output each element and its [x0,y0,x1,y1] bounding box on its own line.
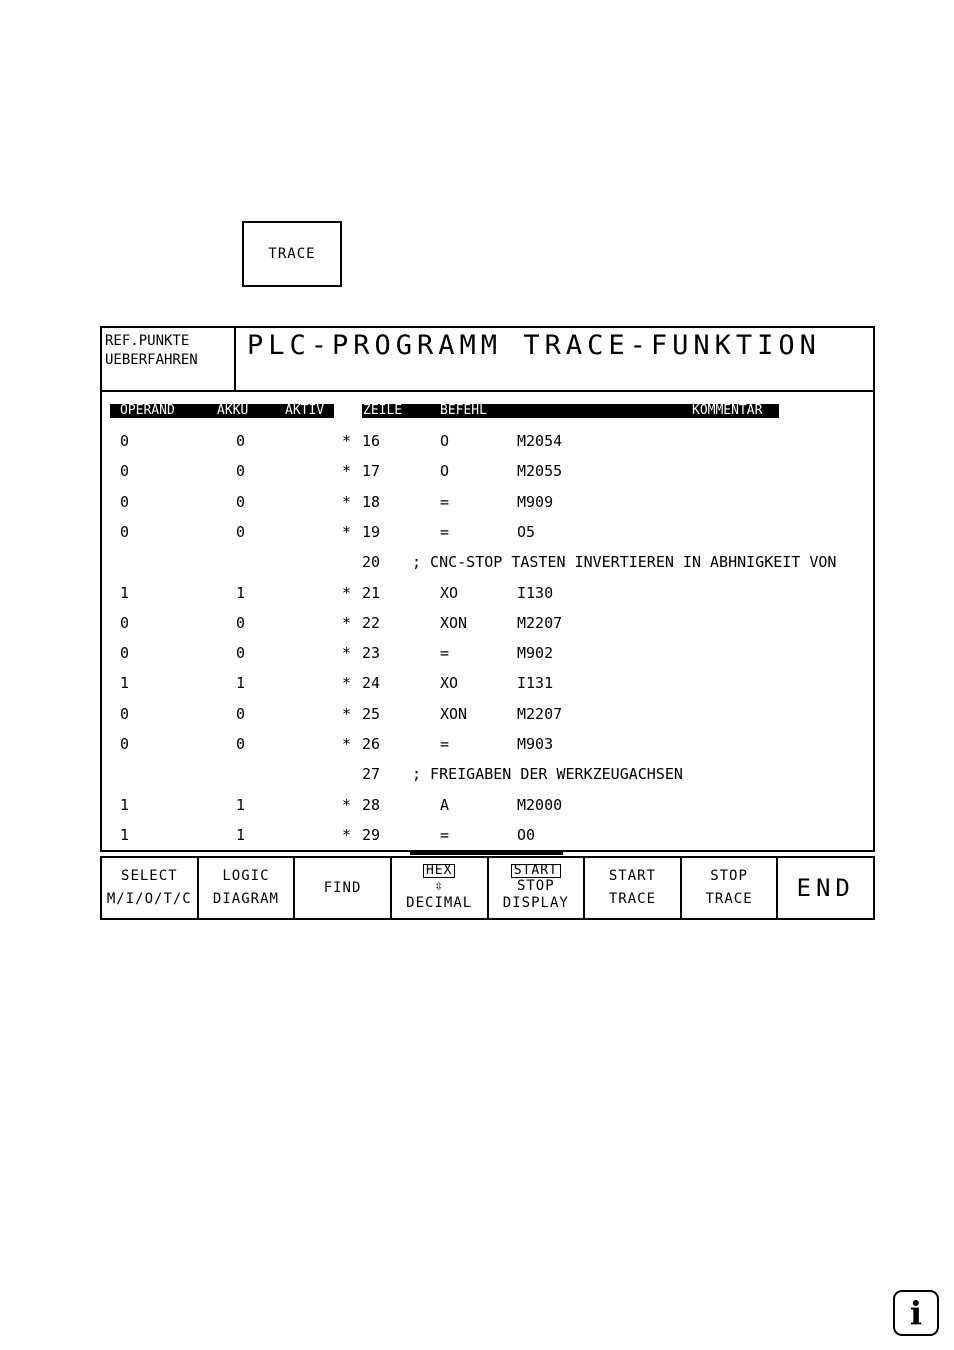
cell-zeile: 21 [362,583,381,602]
info-icon: i [893,1290,939,1336]
cell-operand-address: M2000 [517,795,563,814]
cell-zeile: 17 [362,462,381,481]
cell-befehl: = [440,735,450,753]
cell-akku: 1 [236,674,246,693]
cell-operand-address: M903 [517,735,554,753]
cell-aktiv: * [342,674,352,693]
cell-aktiv: * [342,432,352,450]
cell-zeile: 19 [362,522,381,541]
col-befehl: BEFEHL [440,403,487,418]
stop-trace-softkey[interactable]: STOP TRACE [682,858,779,918]
cell-akku: 0 [236,522,246,541]
cell-operand-address: I131 [517,674,554,693]
softkey-bar [100,856,875,920]
cell-akku: 0 [236,613,246,632]
cell-befehl: A [440,795,450,814]
cell-befehl: XON [440,613,468,632]
cell-operand-address: I130 [517,583,554,602]
cell-befehl: XO [440,583,459,602]
cell-zeile: 20 [362,553,381,572]
start-stop-display-softkey[interactable]: START STOP DISPLAY [489,858,586,918]
cell-operand: 0 [120,704,130,723]
cell-befehl: O [440,462,450,481]
cell-operand: 0 [120,462,130,481]
cell-akku: 1 [236,583,246,602]
cell-akku: 0 [236,644,246,663]
cell-operand: 1 [120,795,130,814]
cell-zeile: 18 [362,492,381,511]
cell-zeile: 27 [362,765,381,784]
cell-operand: 1 [120,674,130,693]
select-softkey[interactable]: SELECT M/I/O/T/C [102,858,199,918]
cell-operand: 0 [120,644,130,663]
col-zeile: ZEILE [363,403,403,418]
find-softkey[interactable]: FIND [295,858,392,918]
cell-operand-address: M2055 [517,462,563,481]
cell-aktiv: * [342,825,352,844]
cell-operand: 1 [120,583,130,602]
cell-zeile: 16 [362,432,381,450]
trace-key[interactable]: TRACE [242,221,342,287]
cell-aktiv: * [342,462,352,481]
cell-befehl: XO [440,674,459,693]
cell-befehl: = [440,825,450,844]
cell-befehl: O [440,432,450,450]
cell-befehl: = [440,522,450,541]
cell-akku: 1 [236,795,246,814]
cell-operand-address: O0 [517,825,536,844]
cell-zeile: 29 [362,825,381,844]
cell-aktiv: * [342,613,352,632]
cell-zeile: 23 [362,644,381,663]
cell-operand-address: M2054 [517,432,563,450]
col-akku: AKKU [217,403,249,418]
cell-zeile: 24 [362,674,381,693]
cell-operand: 0 [120,735,130,753]
toggle-arrow-icon: ⇳ [434,878,444,894]
mode-line-2: UEBERFAHREN [105,352,198,368]
col-kommentar: KOMMENTAR [692,403,763,418]
cell-aktiv: * [342,644,352,663]
cell-operand-address: M902 [517,644,554,663]
cell-befehl: = [440,644,450,663]
cell-zeile: 25 [362,704,381,723]
cell-akku: 0 [236,462,246,481]
cell-akku: 0 [236,735,246,753]
scroll-marker [410,852,563,855]
logic-diagram-softkey[interactable]: LOGIC DIAGRAM [199,858,296,918]
cell-akku: 1 [236,825,246,844]
cell-operand: 1 [120,825,130,844]
cell-akku: 0 [236,432,246,450]
mode-display [102,328,236,390]
cell-operand-address: M2207 [517,704,563,723]
cell-befehl: ; CNC-STOP TASTEN INVERTIEREN IN ABHNIGKEIT VON [412,553,837,572]
plc-trace-screen [100,326,875,852]
cell-befehl: ; FREIGABEN DER WERKZEUGACHSEN [412,765,683,784]
mode-line-1: REF.PUNKTE [105,333,190,349]
cell-zeile: 22 [362,613,381,632]
cell-aktiv: * [342,522,352,541]
cell-operand: 0 [120,613,130,632]
column-header-bar-right [362,404,779,418]
cell-aktiv: * [342,704,352,723]
cell-akku: 0 [236,704,246,723]
cell-operand: 0 [120,522,130,541]
end-softkey[interactable]: END [796,873,855,902]
column-header-bar-left [110,404,334,418]
cell-operand-address: M909 [517,492,554,511]
cell-zeile: 28 [362,795,381,814]
cell-aktiv: * [342,492,352,511]
cell-zeile: 26 [362,735,381,753]
cell-operand: 0 [120,432,130,450]
cell-operand-address: M2207 [517,613,563,632]
cell-befehl: = [440,492,450,511]
cell-operand: 0 [120,492,130,511]
cell-aktiv: * [342,795,352,814]
cell-akku: 0 [236,492,246,511]
cell-aktiv: * [342,735,352,753]
cell-befehl: XON [440,704,468,723]
col-operand: OPERAND [120,403,175,418]
cell-operand-address: O5 [517,522,536,541]
header-divider [102,390,873,392]
col-aktiv: AKTIV [285,403,325,418]
page-title: PLC-PROGRAMM TRACE-FUNKTION [247,330,821,361]
hex-decimal-softkey[interactable]: HEX ⇳ DECIMAL [392,858,489,918]
cell-aktiv: * [342,583,352,602]
start-trace-softkey[interactable]: START TRACE [585,858,682,918]
